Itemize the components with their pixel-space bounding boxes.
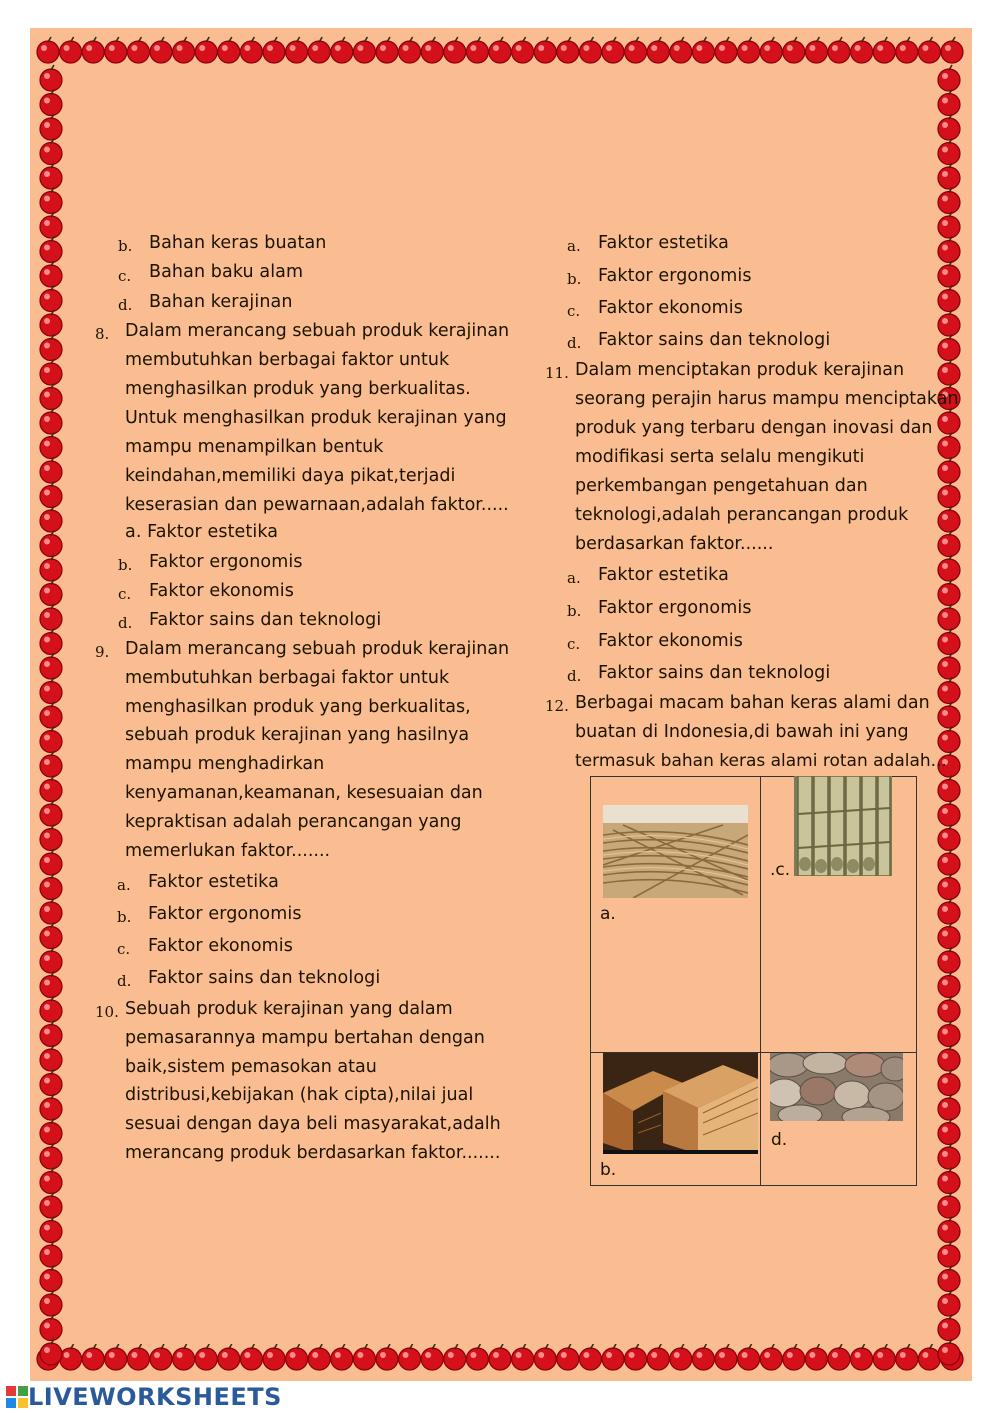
apple-icon xyxy=(40,482,62,508)
apple-border-bottom xyxy=(36,1344,966,1374)
apple-icon xyxy=(40,1021,62,1047)
apple-icon xyxy=(938,359,960,385)
apple-icon xyxy=(851,1344,873,1370)
brand-name: LIVEWORKSHEETS xyxy=(28,1383,282,1411)
apple-icon xyxy=(938,849,960,875)
option-letter: c. xyxy=(117,940,131,958)
apple-icon xyxy=(938,653,960,679)
apple-icon xyxy=(938,310,960,336)
apple-icon xyxy=(938,482,960,508)
question-text-line: modifikasi serta selalu mengikuti xyxy=(575,447,865,467)
apple-icon xyxy=(938,433,960,459)
apple-icon xyxy=(150,1344,172,1370)
option-text[interactable]: Faktor estetika xyxy=(148,872,279,892)
rattan-photo[interactable] xyxy=(603,805,748,898)
question-number: 12. xyxy=(545,697,569,715)
apple-icon xyxy=(805,1344,827,1370)
apple-icon xyxy=(938,506,960,532)
apple-icon xyxy=(40,727,62,753)
apple-icon xyxy=(625,1344,647,1370)
apple-icon xyxy=(760,37,782,63)
apple-icon xyxy=(938,604,960,630)
choice-label: d. xyxy=(771,1130,788,1150)
apple-icon xyxy=(938,1119,960,1145)
apple-icon xyxy=(715,1344,737,1370)
apple-icon xyxy=(938,65,960,91)
table-divider xyxy=(760,776,761,1186)
apple-icon xyxy=(105,37,127,63)
apple-icon xyxy=(938,1266,960,1292)
apple-icon xyxy=(557,37,579,63)
apple-icon xyxy=(40,408,62,434)
apple-icon xyxy=(40,1217,62,1243)
apple-icon xyxy=(40,1143,62,1169)
question-text-line: perkembangan pengetahuan dan xyxy=(575,476,868,496)
apple-icon xyxy=(376,1344,398,1370)
apple-icon xyxy=(512,37,534,63)
apple-icon xyxy=(40,163,62,189)
apple-icon xyxy=(938,1217,960,1243)
apple-icon xyxy=(40,433,62,459)
apple-icon xyxy=(127,37,149,63)
apple-icon xyxy=(489,37,511,63)
apple-icon xyxy=(692,37,714,63)
apple-icon xyxy=(938,286,960,312)
question-text-line: termasuk bahan keras alami rotan adalah... xyxy=(575,751,947,771)
apple-icon xyxy=(938,188,960,214)
option-text[interactable]: Faktor estetika xyxy=(598,565,729,585)
apple-icon xyxy=(692,1344,714,1370)
option-letter: b. xyxy=(567,270,582,288)
apple-icon xyxy=(579,37,601,63)
apple-icon xyxy=(938,727,960,753)
question-number: 11. xyxy=(545,364,569,382)
question-text-line: distribusi,kebijakan (hak cipta),nilai jual xyxy=(125,1085,474,1105)
apple-icon xyxy=(218,1344,240,1370)
apple-icon xyxy=(40,653,62,679)
apple-icon xyxy=(40,972,62,998)
apple-icon xyxy=(40,923,62,949)
apple-icon xyxy=(873,1344,895,1370)
question-number: 10. xyxy=(95,1003,119,1021)
apple-icon xyxy=(331,1344,353,1370)
option-text[interactable]: Bahan baku alam xyxy=(149,262,304,282)
option-letter: d. xyxy=(118,296,133,314)
apple-icon xyxy=(938,1241,960,1267)
question-text-line: baik,sistem pemasokan atau xyxy=(125,1057,377,1077)
apple-icon xyxy=(240,1344,262,1370)
choice-label: a. xyxy=(600,904,616,924)
apple-icon xyxy=(195,37,217,63)
question-text-line: teknologi,adalah perancangan produk xyxy=(575,505,909,525)
apple-icon xyxy=(938,261,960,287)
apple-icon xyxy=(938,898,960,924)
option-text[interactable]: Faktor estetika xyxy=(598,233,729,253)
apple-icon xyxy=(489,1344,511,1370)
apple-icon xyxy=(938,678,960,704)
apple-icon xyxy=(40,580,62,606)
question-text-line: Dalam menciptakan produk kerajinan xyxy=(575,360,905,380)
question-text-line: produk yang terbaru dengan inovasi dan xyxy=(575,418,933,438)
choice-label: b. xyxy=(600,1160,617,1180)
option-letter: c. xyxy=(567,635,581,653)
option-text[interactable]: Faktor ergonomis xyxy=(598,266,752,286)
option-letter: c. xyxy=(118,585,132,603)
apple-icon xyxy=(557,1344,579,1370)
option-letter: a. xyxy=(567,237,581,255)
apple-icon xyxy=(466,37,488,63)
apple-icon xyxy=(376,37,398,63)
apple-icon xyxy=(40,237,62,263)
apple-icon xyxy=(40,1192,62,1218)
apple-icon xyxy=(399,1344,421,1370)
apple-icon xyxy=(938,972,960,998)
question-text-line: membutuhkan berbagai faktor untuk xyxy=(125,668,450,688)
apple-icon xyxy=(421,1344,443,1370)
apple-icon xyxy=(40,286,62,312)
question-text-line: Sebuah produk kerajinan yang dalam xyxy=(125,999,453,1019)
question-text-line: membutuhkan berbagai faktor untuk xyxy=(125,350,450,370)
apple-icon xyxy=(828,37,850,63)
apple-icon xyxy=(40,114,62,140)
apple-icon xyxy=(40,1339,62,1365)
apple-icon xyxy=(40,359,62,385)
question-text-line: menghasilkan produk yang berkualitas. xyxy=(125,379,471,399)
option-text[interactable]: Faktor ekonomis xyxy=(148,936,293,956)
apple-icon xyxy=(738,37,760,63)
apple-icon xyxy=(40,849,62,875)
question-text-line: merancang produk berdasarkan faktor....... xyxy=(125,1143,501,1163)
apple-icon xyxy=(938,923,960,949)
apple-icon xyxy=(40,1241,62,1267)
apple-icon xyxy=(938,800,960,826)
apple-icon xyxy=(938,335,960,361)
apple-icon xyxy=(40,531,62,557)
question-text-line: Dalam merancang sebuah produk kerajinan xyxy=(125,321,510,341)
option-text[interactable]: Faktor sains dan teknologi xyxy=(598,663,831,683)
apple-icon xyxy=(353,1344,375,1370)
apple-icon xyxy=(40,506,62,532)
option-text[interactable]: Faktor ergonomis xyxy=(598,598,752,618)
question-number: 9. xyxy=(95,643,110,661)
question-number: 8. xyxy=(95,325,110,343)
apple-icon xyxy=(938,408,960,434)
choice-label: .c. xyxy=(770,860,791,880)
apple-icon xyxy=(512,1344,534,1370)
apple-icon xyxy=(444,37,466,63)
option-text[interactable]: Faktor ergonomis xyxy=(149,552,303,572)
apple-icon xyxy=(938,1315,960,1341)
apple-icon xyxy=(40,139,62,165)
apple-icon xyxy=(82,37,104,63)
question-text-line: pemasarannya mampu bertahan dengan xyxy=(125,1028,485,1048)
apple-icon xyxy=(873,37,895,63)
apple-icon xyxy=(938,1192,960,1218)
apple-icon xyxy=(40,457,62,483)
apple-icon xyxy=(602,37,624,63)
option-text[interactable]: Faktor ekonomis xyxy=(149,581,294,601)
apple-icon xyxy=(150,37,172,63)
apple-icon xyxy=(938,139,960,165)
question-text-line: Dalam merancang sebuah produk kerajinan xyxy=(125,639,510,659)
apple-icon xyxy=(240,37,262,63)
option-letter: b. xyxy=(118,237,133,255)
apple-icon xyxy=(40,825,62,851)
option-letter: b. xyxy=(118,556,133,574)
question-text-line: keindahan,memiliki daya pikat,terjadi xyxy=(125,466,456,486)
apple-icon xyxy=(938,531,960,557)
apple-icon xyxy=(938,212,960,238)
apple-icon xyxy=(308,37,330,63)
apple-icon xyxy=(783,1344,805,1370)
wood-planks-photo[interactable] xyxy=(603,1053,758,1154)
apple-icon xyxy=(40,65,62,91)
apple-border-left xyxy=(36,36,66,1376)
apple-icon xyxy=(938,825,960,851)
apple-icon xyxy=(127,1344,149,1370)
apple-icon xyxy=(40,776,62,802)
apple-icon xyxy=(938,1339,960,1365)
option-letter: a. xyxy=(567,569,581,587)
option-text[interactable]: Bahan kerajinan xyxy=(149,292,293,312)
apple-icon xyxy=(40,188,62,214)
option-letter: d. xyxy=(118,614,133,632)
option-text[interactable]: Bahan keras buatan xyxy=(149,233,327,253)
apple-icon xyxy=(40,335,62,361)
apple-icon xyxy=(938,947,960,973)
apple-icon xyxy=(938,776,960,802)
question-text-line: memerlukan faktor....... xyxy=(125,841,331,861)
question-text-line: menghasilkan produk yang berkualitas, xyxy=(125,697,471,717)
question-text-line: keserasian dan pewarnaan,adalah faktor..... xyxy=(125,495,509,515)
apple-icon xyxy=(82,1344,104,1370)
apple-icon xyxy=(308,1344,330,1370)
apple-icon xyxy=(40,604,62,630)
question-text-line: Untuk menghasilkan produk kerajinan yang xyxy=(125,408,507,428)
apple-icon xyxy=(331,37,353,63)
apple-icon xyxy=(173,1344,195,1370)
option-text[interactable]: Faktor ekonomis xyxy=(598,298,743,318)
apple-icon xyxy=(805,37,827,63)
apple-icon xyxy=(421,37,443,63)
apple-icon xyxy=(738,1344,760,1370)
apple-icon xyxy=(647,1344,669,1370)
apple-icon xyxy=(647,37,669,63)
apple-icon xyxy=(938,1168,960,1194)
apple-border-top xyxy=(36,36,966,66)
apple-icon xyxy=(40,874,62,900)
apple-icon xyxy=(40,678,62,704)
apple-icon xyxy=(40,261,62,287)
option-letter: b. xyxy=(117,908,132,926)
apple-icon xyxy=(40,947,62,973)
apple-icon xyxy=(760,1344,782,1370)
apple-icon xyxy=(579,1344,601,1370)
question-text-line: sebuah produk kerajinan yang hasilnya xyxy=(125,725,470,745)
apple-icon xyxy=(195,1344,217,1370)
apple-icon xyxy=(534,37,556,63)
apple-icon xyxy=(938,457,960,483)
apple-icon xyxy=(602,1344,624,1370)
apple-icon xyxy=(40,898,62,924)
bamboo-photo[interactable] xyxy=(794,776,892,876)
apple-icon xyxy=(353,37,375,63)
stones-photo[interactable] xyxy=(770,1053,903,1121)
apple-icon xyxy=(40,555,62,581)
question-text-line: seorang perajin harus mampu menciptakan xyxy=(575,389,959,409)
question-text-line: Berbagai macam bahan keras alami dan xyxy=(575,693,930,713)
apple-icon xyxy=(40,384,62,410)
apple-icon xyxy=(40,800,62,826)
apple-icon xyxy=(263,37,285,63)
option-text[interactable]: Faktor sains dan teknologi xyxy=(149,610,382,630)
apple-icon xyxy=(896,1344,918,1370)
apple-icon xyxy=(715,37,737,63)
option-letter: c. xyxy=(118,267,132,285)
option-text[interactable]: Faktor ekonomis xyxy=(598,631,743,651)
option-letter: d. xyxy=(567,667,582,685)
apple-icon xyxy=(783,37,805,63)
option-text[interactable]: Faktor sains dan teknologi xyxy=(598,330,831,350)
apple-icon xyxy=(938,874,960,900)
apple-icon xyxy=(173,37,195,63)
question-text-line: mampu menampilkan bentuk xyxy=(125,437,384,457)
liveworksheets-logo xyxy=(6,1383,282,1411)
question-text-line: mampu menghadirkan xyxy=(125,754,325,774)
apple-icon xyxy=(40,996,62,1022)
apple-icon xyxy=(828,1344,850,1370)
apple-icon xyxy=(938,629,960,655)
apple-icon xyxy=(670,37,692,63)
apple-icon xyxy=(534,1344,556,1370)
question-text-line: sesuai dengan daya beli masyarakat,adalh xyxy=(125,1114,501,1134)
apple-icon xyxy=(938,702,960,728)
apple-icon xyxy=(938,555,960,581)
apple-icon xyxy=(40,310,62,336)
apple-icon xyxy=(40,90,62,116)
apple-icon xyxy=(40,1266,62,1292)
question-text-line: kenyamanan,keamanan, kesesuaian dan xyxy=(125,783,483,803)
option-letter: c. xyxy=(567,302,581,320)
apple-icon xyxy=(40,702,62,728)
apple-icon xyxy=(670,1344,692,1370)
apple-border-right xyxy=(934,36,964,1376)
apple-icon xyxy=(938,1094,960,1120)
apple-icon xyxy=(938,114,960,140)
apple-icon xyxy=(286,1344,308,1370)
apple-icon xyxy=(938,1045,960,1071)
question-text-line: kepraktisan adalah perancangan yang xyxy=(125,812,462,832)
option-letter: a. xyxy=(117,876,131,894)
apple-icon xyxy=(40,212,62,238)
apple-icon xyxy=(40,1045,62,1071)
apple-icon xyxy=(625,37,647,63)
question-text-line: buatan di Indonesia,di bawah ini yang xyxy=(575,722,909,742)
apple-icon xyxy=(938,1143,960,1169)
apple-icon xyxy=(399,37,421,63)
option-text[interactable]: Faktor sains dan teknologi xyxy=(148,968,381,988)
apple-icon xyxy=(40,1315,62,1341)
apple-icon xyxy=(286,37,308,63)
apple-icon xyxy=(938,90,960,116)
apple-icon xyxy=(40,1290,62,1316)
option-text[interactable]: Faktor ergonomis xyxy=(148,904,302,924)
option-letter: b. xyxy=(567,602,582,620)
apple-icon xyxy=(466,1344,488,1370)
apple-icon xyxy=(444,1344,466,1370)
apple-icon xyxy=(938,1070,960,1096)
apple-icon xyxy=(938,237,960,263)
apple-icon xyxy=(218,37,240,63)
apple-icon xyxy=(40,751,62,777)
option-letter: d. xyxy=(117,972,132,990)
apple-icon xyxy=(938,1021,960,1047)
apple-icon xyxy=(263,1344,285,1370)
option-text[interactable]: a. Faktor estetika xyxy=(125,522,279,542)
apple-icon xyxy=(40,1070,62,1096)
apple-icon xyxy=(40,1094,62,1120)
apple-icon xyxy=(938,1290,960,1316)
apple-icon xyxy=(938,996,960,1022)
apple-icon xyxy=(40,629,62,655)
apple-icon xyxy=(938,580,960,606)
apple-icon xyxy=(105,1344,127,1370)
question-text-line: berdasarkan faktor...... xyxy=(575,534,774,554)
apple-icon xyxy=(40,1119,62,1145)
apple-icon xyxy=(938,163,960,189)
apple-icon xyxy=(40,1168,62,1194)
apple-icon xyxy=(851,37,873,63)
option-letter: d. xyxy=(567,334,582,352)
liveworksheets-logo-icon xyxy=(6,1386,28,1408)
apple-icon xyxy=(896,37,918,63)
